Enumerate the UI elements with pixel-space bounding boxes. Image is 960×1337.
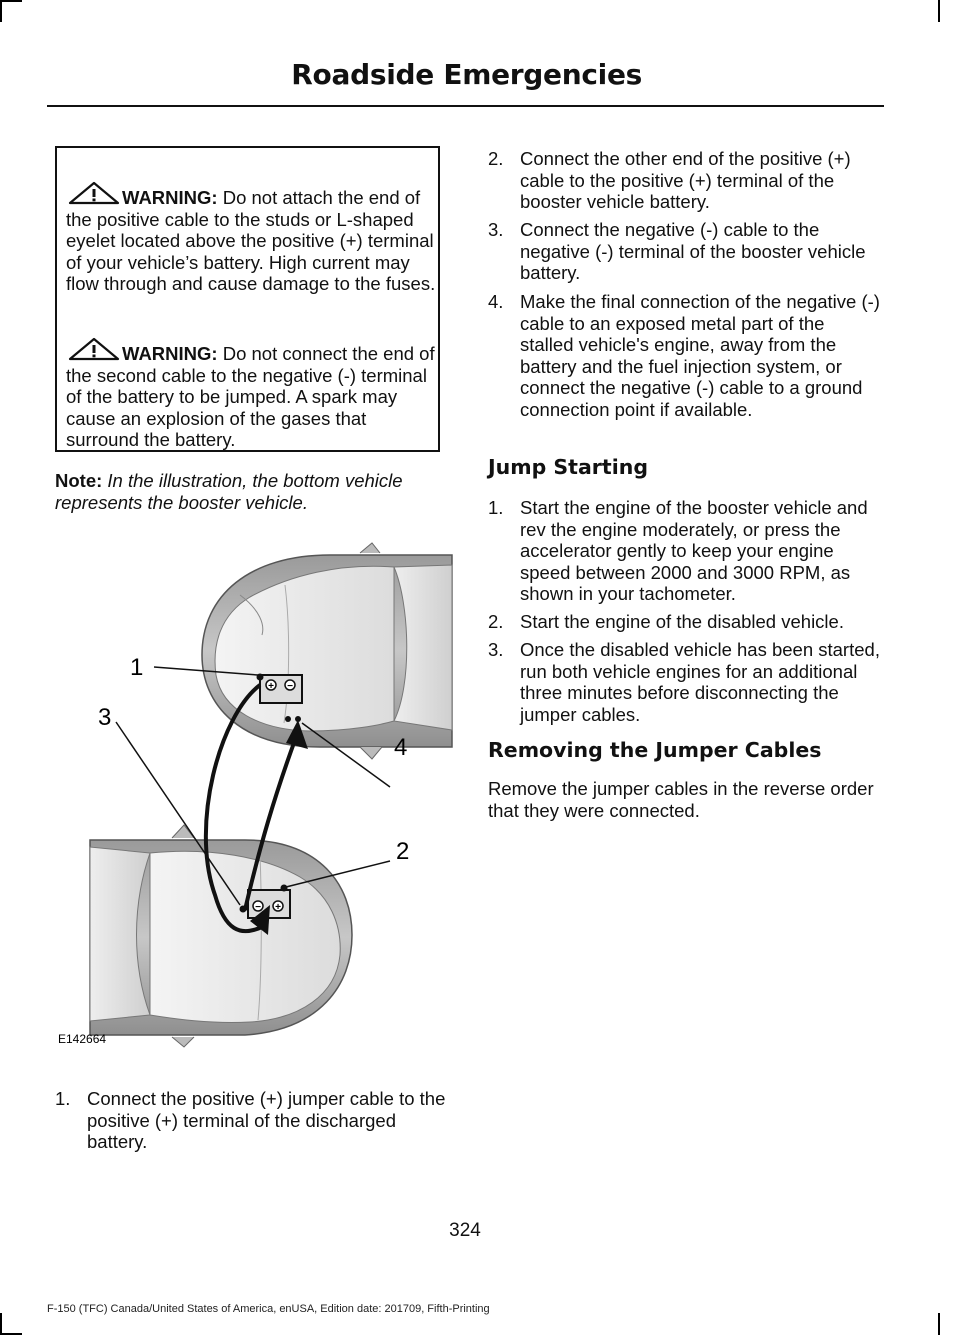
step-number: 3.	[488, 219, 504, 240]
step-number: 1.	[55, 1088, 71, 1109]
note-label: Note:	[55, 470, 103, 491]
callout-4: 4	[394, 734, 408, 761]
warning-2	[66, 337, 438, 451]
jump-start-illustration	[58, 525, 452, 1050]
list-item	[55, 1088, 450, 1153]
crop-mark	[0, 0, 2, 22]
step-text: Start the engine of the disabled vehicle.	[520, 611, 844, 632]
figure-code: E142664	[58, 1032, 107, 1046]
warning-box	[55, 146, 440, 452]
discharged-battery	[260, 675, 302, 703]
step-number: 4.	[488, 291, 504, 312]
step-text: Connect the other end of the positive (+) cable to the positive (+) terminal of the booster vehicle battery.	[520, 148, 851, 212]
booster-vehicle	[90, 825, 352, 1047]
warning-label: WARNING:	[122, 187, 218, 208]
warning-triangle-icon	[66, 181, 122, 205]
step-number: 1.	[488, 497, 504, 518]
crop-mark	[938, 0, 940, 22]
warning-text: Do not attach the end of the positive cable to the studs or L-shaped eyelet located above the positive (+) terminal of your vehicle’s battery. High current may flow through and cause damage to the fuses.	[66, 187, 436, 294]
note-text: In the illustration, the bottom vehicle represents the booster vehicle.	[55, 470, 403, 513]
step-text: Make the final connection of the negative (-) cable to an exposed metal part of the stalled vehicle's engine, away from the battery and the fuel injection system, or connect the negative (-) cable to a ground connection point if available.	[520, 291, 880, 420]
battery-minus: −	[255, 902, 261, 913]
removing-text: Remove the jumper cables in the reverse order that they were connected.	[488, 778, 874, 821]
battery-minus: −	[287, 681, 293, 692]
list-item	[488, 639, 880, 725]
warning-triangle-icon	[66, 337, 122, 361]
step-text: Once the disabled vehicle has been started, run both vehicle engines for an additional three minutes before disconnecting the jumper cables.	[520, 639, 880, 725]
crop-mark	[0, 0, 22, 2]
battery-plus: +	[275, 902, 281, 913]
header-divider	[47, 105, 884, 107]
battery-plus: +	[268, 681, 274, 692]
stalled-vehicle	[202, 543, 452, 759]
callout-3: 3	[98, 704, 112, 731]
footer-text: F-150 (TFC) Canada/United States of America, enUSA, Edition date: 201709, Fifth-Printing	[47, 1303, 490, 1315]
step-text: Start the engine of the booster vehicle and rev the engine moderately, or press the accelerator gently to keep your engine speed between 2000 and 3000 RPM, as shown in your tachometer.	[520, 497, 868, 604]
page-title: Roadside Emergencies	[291, 58, 642, 91]
warning-text: Do not connect the end of the second cable to the negative (-) terminal of the battery to be jumped. A spark may cause an explosion of the gases that surround the battery.	[66, 343, 435, 450]
step-number: 2.	[488, 148, 504, 169]
list-item	[488, 611, 880, 633]
crop-mark	[0, 1313, 2, 1335]
step-text: Connect the positive (+) jumper cable to the positive (+) terminal of the discharged battery.	[87, 1088, 446, 1152]
callout-1: 1	[130, 654, 144, 681]
note	[55, 470, 450, 513]
step-number: 3.	[488, 639, 504, 660]
list-item	[488, 148, 880, 213]
crop-mark	[0, 1333, 22, 1335]
warning-label: WARNING:	[122, 343, 218, 364]
callout-2: 2	[396, 838, 410, 865]
heading-removing-cables: Removing the Jumper Cables	[488, 738, 822, 762]
list-item	[488, 497, 880, 605]
list-item	[488, 291, 880, 420]
step-number: 2.	[488, 611, 504, 632]
page-number: 324	[449, 1220, 481, 1241]
crop-mark	[938, 1313, 940, 1335]
heading-jump-starting: Jump Starting	[488, 455, 648, 479]
step-text: Connect the negative (-) cable to the negative (-) terminal of the booster vehicle battery.	[520, 219, 866, 283]
list-item	[488, 219, 880, 284]
warning-1	[66, 181, 438, 295]
